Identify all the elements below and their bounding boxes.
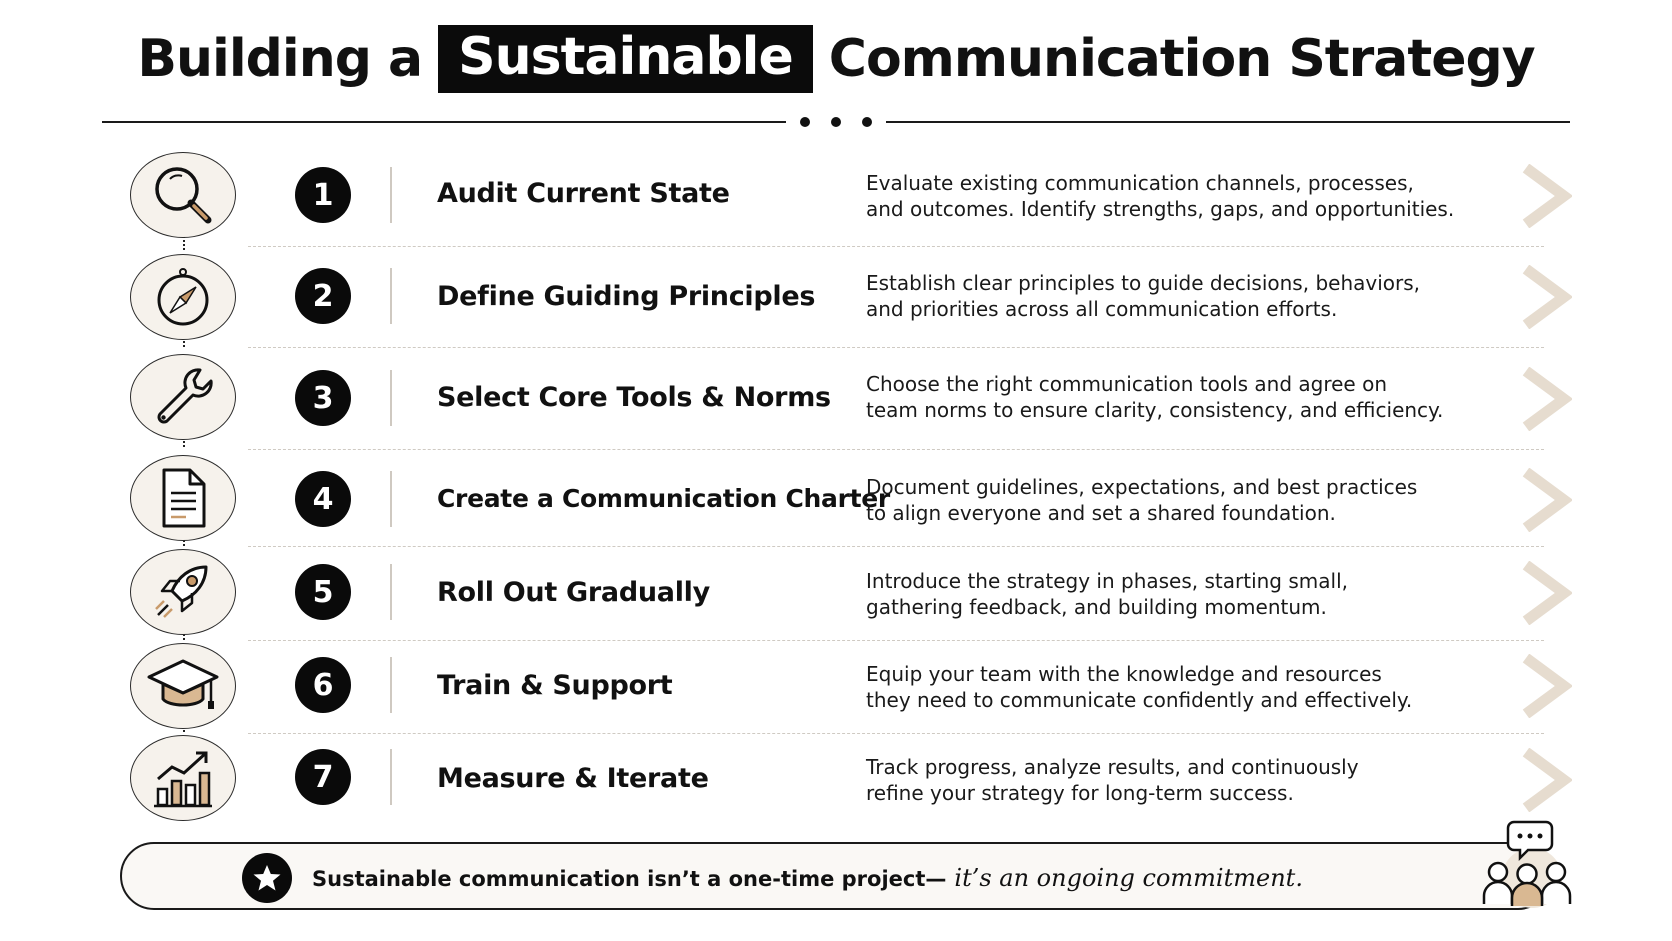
step-icon-circle bbox=[130, 643, 236, 729]
row-separator bbox=[248, 546, 1544, 547]
step-description bbox=[866, 371, 1486, 423]
step-description bbox=[866, 661, 1486, 713]
step-number: 6 bbox=[295, 657, 351, 713]
divider bbox=[390, 370, 392, 426]
row-separator bbox=[248, 347, 1544, 348]
team-chat-icon bbox=[1470, 820, 1580, 910]
step-description bbox=[866, 754, 1486, 806]
footer-emphasis: it’s an ongoing commitment. bbox=[954, 864, 1303, 892]
step-title: Select Core Tools & Norms bbox=[437, 382, 831, 413]
step-number: 3 bbox=[295, 370, 351, 426]
step-description-line: and priorities across all communication efforts. bbox=[866, 297, 1338, 321]
divider bbox=[390, 167, 392, 223]
step-description-line: Introduce the strategy in phases, starting small, bbox=[866, 569, 1348, 593]
step-description bbox=[866, 568, 1486, 620]
step-icon-circle bbox=[130, 455, 236, 541]
chevron-right-icon bbox=[1520, 561, 1572, 625]
step-icon-circle bbox=[130, 735, 236, 821]
chevron-right-icon bbox=[1520, 367, 1572, 431]
chevron-right-icon bbox=[1520, 164, 1572, 228]
step-description-line: Evaluate existing communication channels, processes, bbox=[866, 171, 1414, 195]
step-title: Audit Current State bbox=[437, 178, 730, 209]
step-description-line: Track progress, analyze results, and continuously bbox=[866, 755, 1359, 779]
step-icon-circle bbox=[130, 354, 236, 440]
step-number: 1 bbox=[295, 167, 351, 223]
step-description bbox=[866, 170, 1486, 222]
title-before: Building a bbox=[137, 29, 423, 89]
compass-icon bbox=[150, 264, 216, 330]
title-rule-left bbox=[102, 121, 786, 123]
step-icon-circle bbox=[130, 254, 236, 340]
step-description-line: Document guidelines, expectations, and best practices bbox=[866, 475, 1418, 499]
divider bbox=[390, 471, 392, 527]
wrench-icon bbox=[150, 364, 216, 430]
divider bbox=[390, 564, 392, 620]
title-rule-right bbox=[886, 121, 1570, 123]
step-title: Roll Out Gradually bbox=[437, 577, 710, 608]
divider bbox=[390, 268, 392, 324]
title-after: Communication Strategy bbox=[828, 29, 1535, 89]
footer-message bbox=[312, 864, 1303, 892]
chevron-right-icon bbox=[1520, 654, 1572, 718]
step-description-line: to align everyone and set a shared foundation. bbox=[866, 501, 1336, 525]
title-dots-divider bbox=[800, 115, 872, 129]
step-number: 7 bbox=[295, 749, 351, 805]
graduation-cap-icon bbox=[147, 655, 219, 717]
chevron-right-icon bbox=[1520, 468, 1572, 532]
step-title: Train & Support bbox=[437, 670, 673, 701]
step-description-line: Establish clear principles to guide decisions, behaviors, bbox=[866, 271, 1421, 295]
step-title: Measure & Iterate bbox=[437, 763, 709, 794]
rocket-icon bbox=[150, 559, 216, 625]
step-description-line: they need to communicate confidently and effectively. bbox=[866, 688, 1413, 712]
step-description-line: and outcomes. Identify strengths, gaps, and opportunities. bbox=[866, 197, 1455, 221]
document-icon bbox=[150, 465, 216, 531]
step-number: 4 bbox=[295, 471, 351, 527]
page-title bbox=[0, 22, 1672, 96]
step-description-line: Equip your team with the knowledge and resources bbox=[866, 662, 1382, 686]
footer-text: Sustainable communication isn’t a one-time project— bbox=[312, 867, 947, 891]
step-icon-circle bbox=[130, 549, 236, 635]
step-description-line: Choose the right communication tools and agree on bbox=[866, 372, 1387, 396]
chevron-right-icon bbox=[1520, 265, 1572, 329]
step-description bbox=[866, 270, 1486, 322]
divider bbox=[390, 749, 392, 805]
row-separator bbox=[248, 449, 1544, 450]
step-icon-circle bbox=[130, 152, 236, 238]
chevron-right-icon bbox=[1520, 748, 1572, 812]
magnifier-icon bbox=[150, 162, 216, 228]
step-number: 5 bbox=[295, 564, 351, 620]
row-separator bbox=[248, 733, 1544, 734]
footer-banner bbox=[120, 842, 1552, 910]
divider bbox=[390, 657, 392, 713]
step-description-line: gathering feedback, and building momentum. bbox=[866, 595, 1327, 619]
step-title: Create a Communication Charter bbox=[437, 484, 890, 513]
step-description bbox=[866, 474, 1486, 526]
row-separator bbox=[248, 246, 1544, 247]
step-title: Define Guiding Principles bbox=[437, 281, 816, 312]
step-number: 2 bbox=[295, 268, 351, 324]
step-description-line: refine your strategy for long-term success. bbox=[866, 781, 1294, 805]
step-description-line: team norms to ensure clarity, consistency, and efficiency. bbox=[866, 398, 1444, 422]
row-separator bbox=[248, 640, 1544, 641]
star-icon bbox=[242, 853, 292, 903]
title-highlight: Sustainable bbox=[438, 25, 813, 93]
growth-chart-icon bbox=[150, 745, 216, 811]
